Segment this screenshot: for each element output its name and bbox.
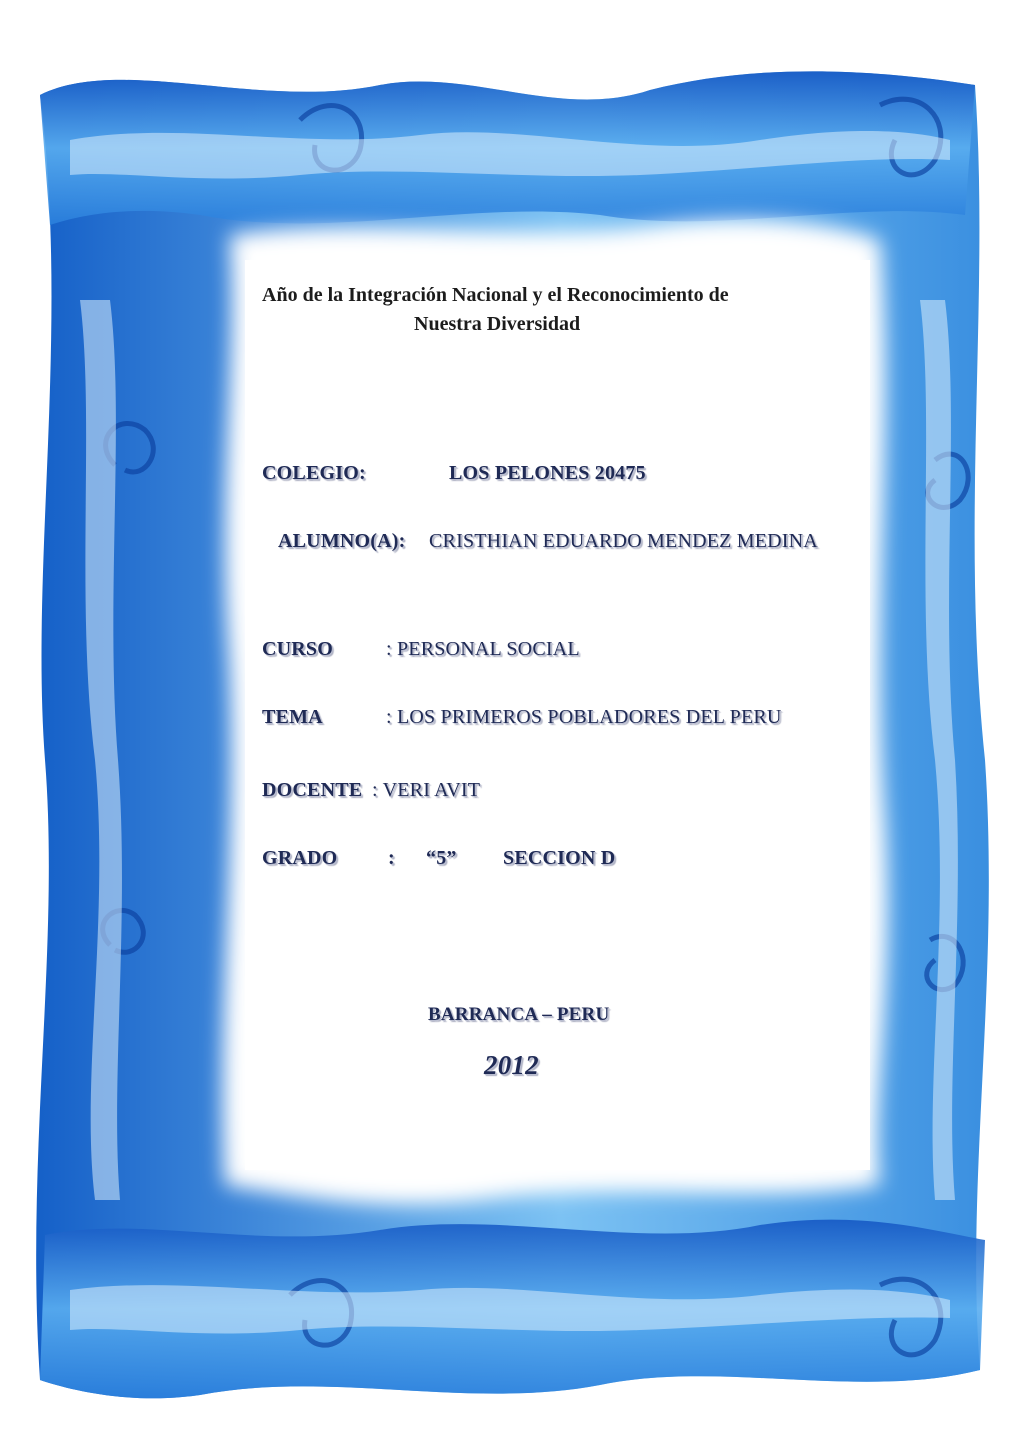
- alumno-value: CRISTHIAN EDUARDO MENDEZ MEDINA: [429, 530, 818, 552]
- colegio-value: LOS PELONES 20475: [449, 462, 646, 484]
- curso-value: : PERSONAL SOCIAL: [386, 638, 580, 660]
- year: 2012: [484, 1050, 539, 1080]
- docente-value: : VERI AVIT: [372, 779, 481, 801]
- grado-value: “5”: [426, 847, 457, 869]
- city-country: BARRANCA – PERU: [428, 1004, 610, 1025]
- grado-colon: :: [388, 847, 395, 869]
- docente-label: DOCENTE: [262, 779, 363, 801]
- alumno-label: ALUMNO(A):: [278, 530, 406, 552]
- tema-label: TEMA: [262, 706, 323, 728]
- year-motto-line2: Nuestra Diversidad: [414, 313, 581, 335]
- tema-value: : LOS PRIMEROS POBLADORES DEL PERU: [386, 706, 782, 728]
- colegio-label: COLEGIO:: [262, 462, 366, 484]
- curso-label: CURSO: [262, 638, 334, 660]
- grado-label: GRADO: [262, 847, 338, 869]
- year-motto-line1: Año de la Integración Nacional y el Reconocimiento de: [262, 284, 729, 306]
- seccion-value: SECCION D: [503, 847, 616, 869]
